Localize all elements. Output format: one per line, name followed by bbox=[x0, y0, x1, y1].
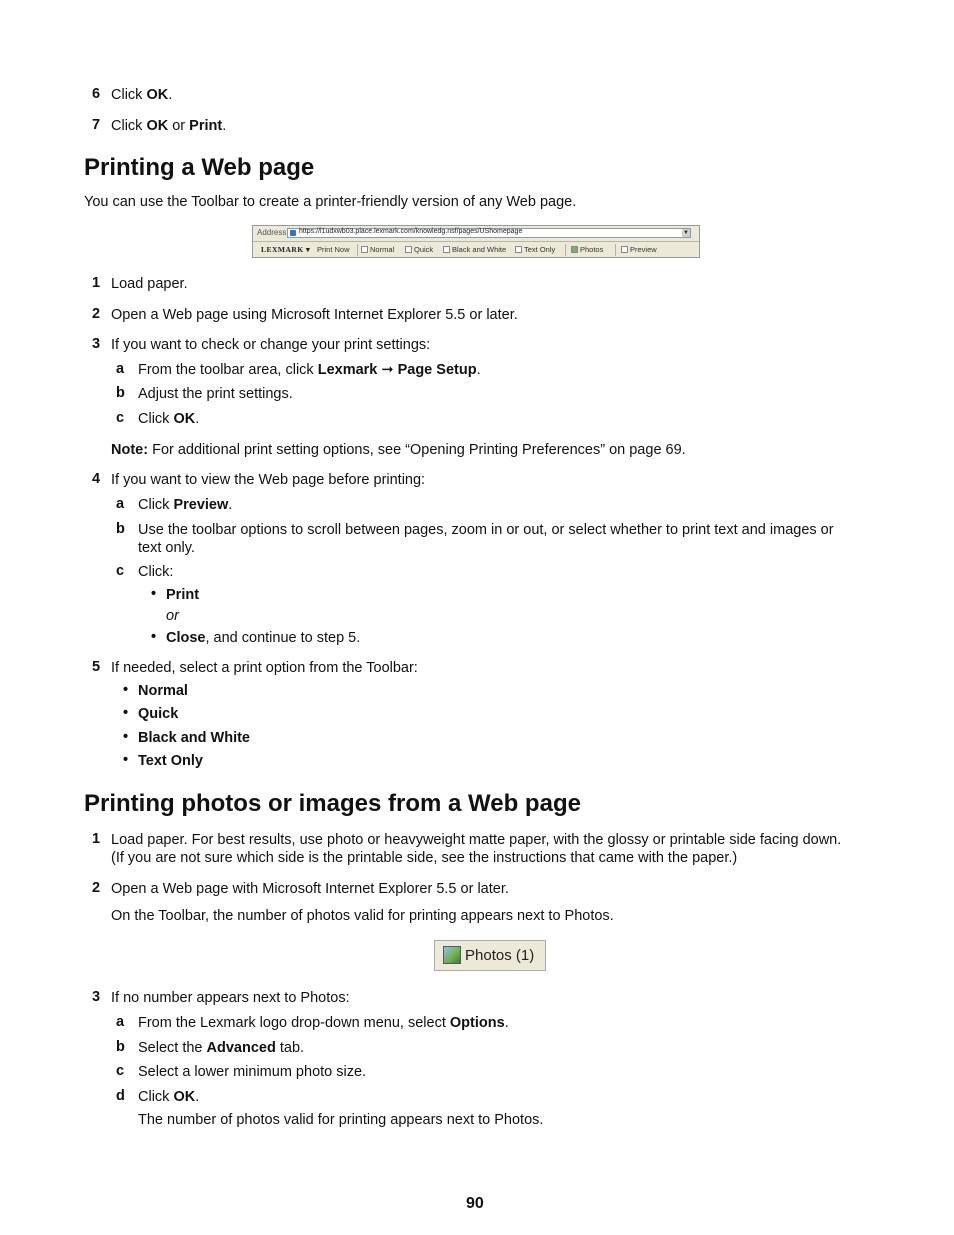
step-text: If needed, select a print option from the Toolbar: bbox=[111, 660, 418, 676]
step-number: 3 bbox=[92, 336, 101, 352]
substep-text: From the toolbar area, click Lexmark ➞ Page Setup. bbox=[138, 362, 481, 378]
substep-letter: b bbox=[116, 1039, 125, 1055]
bullet-icon: • bbox=[151, 586, 157, 602]
step-number: 4 bbox=[92, 471, 101, 487]
substep-text: Click: bbox=[138, 564, 174, 580]
substep-letter: a bbox=[116, 496, 125, 512]
step-text: Open a Web page with Microsoft Internet Explorer 5.5 or later. bbox=[111, 881, 509, 897]
bullet-text: Text Only bbox=[138, 753, 203, 769]
lexmark-logo: LEXMARK ▾ bbox=[261, 245, 311, 254]
toolbar-preview: Preview bbox=[621, 245, 657, 254]
photo-icon bbox=[443, 946, 461, 964]
substep-text: Use the toolbar options to scroll between pages, zoom in or out, or select whether to print text and images or bbox=[138, 522, 834, 538]
page-icon bbox=[290, 230, 296, 236]
address-label: Address bbox=[257, 228, 287, 237]
step-text: Load paper. For best results, use photo or heavyweight matte paper, with the glossy or printable side facing down. bbox=[111, 832, 842, 848]
substep-letter: a bbox=[116, 1014, 125, 1030]
intro-text: You can use the Toolbar to create a printer-friendly version of any Web page. bbox=[84, 194, 577, 210]
address-bar bbox=[253, 226, 699, 242]
step-number: 5 bbox=[92, 659, 101, 675]
bullet-icon: • bbox=[123, 705, 129, 721]
step-number: 2 bbox=[92, 306, 101, 322]
substep-text: Select a lower minimum photo size. bbox=[138, 1064, 367, 1080]
bullet-icon: • bbox=[123, 729, 129, 745]
section-heading: Printing photos or images from a Web page bbox=[84, 790, 581, 817]
step-text: If you want to check or change your print settings: bbox=[111, 337, 431, 353]
bullet-text: Quick bbox=[138, 706, 179, 722]
black-white-icon bbox=[443, 246, 450, 253]
step-subtext: On the Toolbar, the number of photos valid for printing appears next to Photos. bbox=[111, 908, 614, 924]
photo-icon bbox=[571, 246, 578, 253]
substep-letter: c bbox=[116, 410, 125, 426]
note: Note: For additional print setting options, see “Opening Printing Preferences” on page 69. bbox=[111, 442, 686, 458]
arrow-right-icon: ➞ bbox=[377, 362, 398, 378]
bullet-icon: • bbox=[123, 752, 129, 768]
photos-label: Photos (1) bbox=[465, 947, 535, 964]
step-text: Load paper. bbox=[111, 276, 188, 292]
bullet-text: Normal bbox=[138, 683, 188, 699]
photos-button-screenshot bbox=[434, 940, 546, 971]
substep-text: Click OK. bbox=[138, 411, 200, 427]
toolbar-separator bbox=[357, 244, 358, 256]
step-text: Click OK or Print. bbox=[111, 118, 227, 134]
bullet-icon: • bbox=[123, 682, 129, 698]
toolbar-separator bbox=[615, 244, 616, 256]
step-number: 1 bbox=[92, 275, 101, 291]
section-heading: Printing a Web page bbox=[84, 154, 315, 181]
step-text: If you want to view the Web page before printing: bbox=[111, 472, 426, 488]
step-number: 6 bbox=[92, 86, 101, 102]
or-text: or bbox=[166, 608, 179, 624]
substep-text: Select the Advanced tab. bbox=[138, 1040, 305, 1056]
toolbar-normal: Normal bbox=[361, 245, 394, 254]
toolbar-black-white: Black and White bbox=[443, 245, 506, 254]
step-number: 1 bbox=[92, 831, 101, 847]
chevron-down-icon: ▼ bbox=[683, 230, 689, 236]
substep-letter: a bbox=[116, 361, 125, 377]
substep-text: Click Preview. bbox=[138, 497, 233, 513]
substep-letter: b bbox=[116, 521, 125, 537]
step-text: (If you are not sure which side is the printable side, see the instructions that came with the paper.) bbox=[111, 850, 738, 866]
toolbar-quick: Quick bbox=[405, 245, 433, 254]
substep-letter: c bbox=[116, 563, 125, 579]
substep-letter: d bbox=[116, 1088, 125, 1104]
bullet-text: Black and White bbox=[138, 730, 250, 746]
lexmark-toolbar-row bbox=[253, 242, 699, 258]
step-text: If no number appears next to Photos: bbox=[111, 990, 350, 1006]
substep-text: text only. bbox=[138, 540, 195, 556]
toolbar-screenshot bbox=[252, 225, 700, 258]
bullet-text: Print bbox=[166, 587, 200, 603]
normal-icon bbox=[361, 246, 368, 253]
substep-letter: b bbox=[116, 385, 125, 401]
toolbar-text-only: Text Only bbox=[515, 245, 555, 254]
step-number: 3 bbox=[92, 989, 101, 1005]
preview-icon bbox=[621, 246, 628, 253]
text-only-icon bbox=[515, 246, 522, 253]
step-number: 2 bbox=[92, 880, 101, 896]
address-field bbox=[287, 228, 691, 238]
page-number: 90 bbox=[466, 1195, 484, 1212]
substep-subtext: The number of photos valid for printing appears next to Photos. bbox=[138, 1112, 544, 1128]
quick-icon bbox=[405, 246, 412, 253]
toolbar-separator bbox=[565, 244, 566, 256]
bullet-icon: • bbox=[151, 629, 157, 645]
substep-text: Adjust the print settings. bbox=[138, 386, 293, 402]
toolbar-print-now: Print Now bbox=[317, 245, 350, 254]
step-text: Open a Web page using Microsoft Internet Explorer 5.5 or later. bbox=[111, 307, 518, 323]
substep-text: From the Lexmark logo drop-down menu, select Options. bbox=[138, 1015, 509, 1031]
bullet-text: Close, and continue to step 5. bbox=[166, 630, 361, 646]
address-url: https://l1udxwb03.place.lexmark.com/knowledg.nsf/pages/UShomepage bbox=[299, 228, 523, 235]
substep-text: Click OK. bbox=[138, 1089, 200, 1105]
substep-letter: c bbox=[116, 1063, 125, 1079]
step-number: 7 bbox=[92, 117, 101, 133]
toolbar-photos: Photos bbox=[571, 245, 603, 254]
step-text: Click OK. bbox=[111, 87, 173, 103]
